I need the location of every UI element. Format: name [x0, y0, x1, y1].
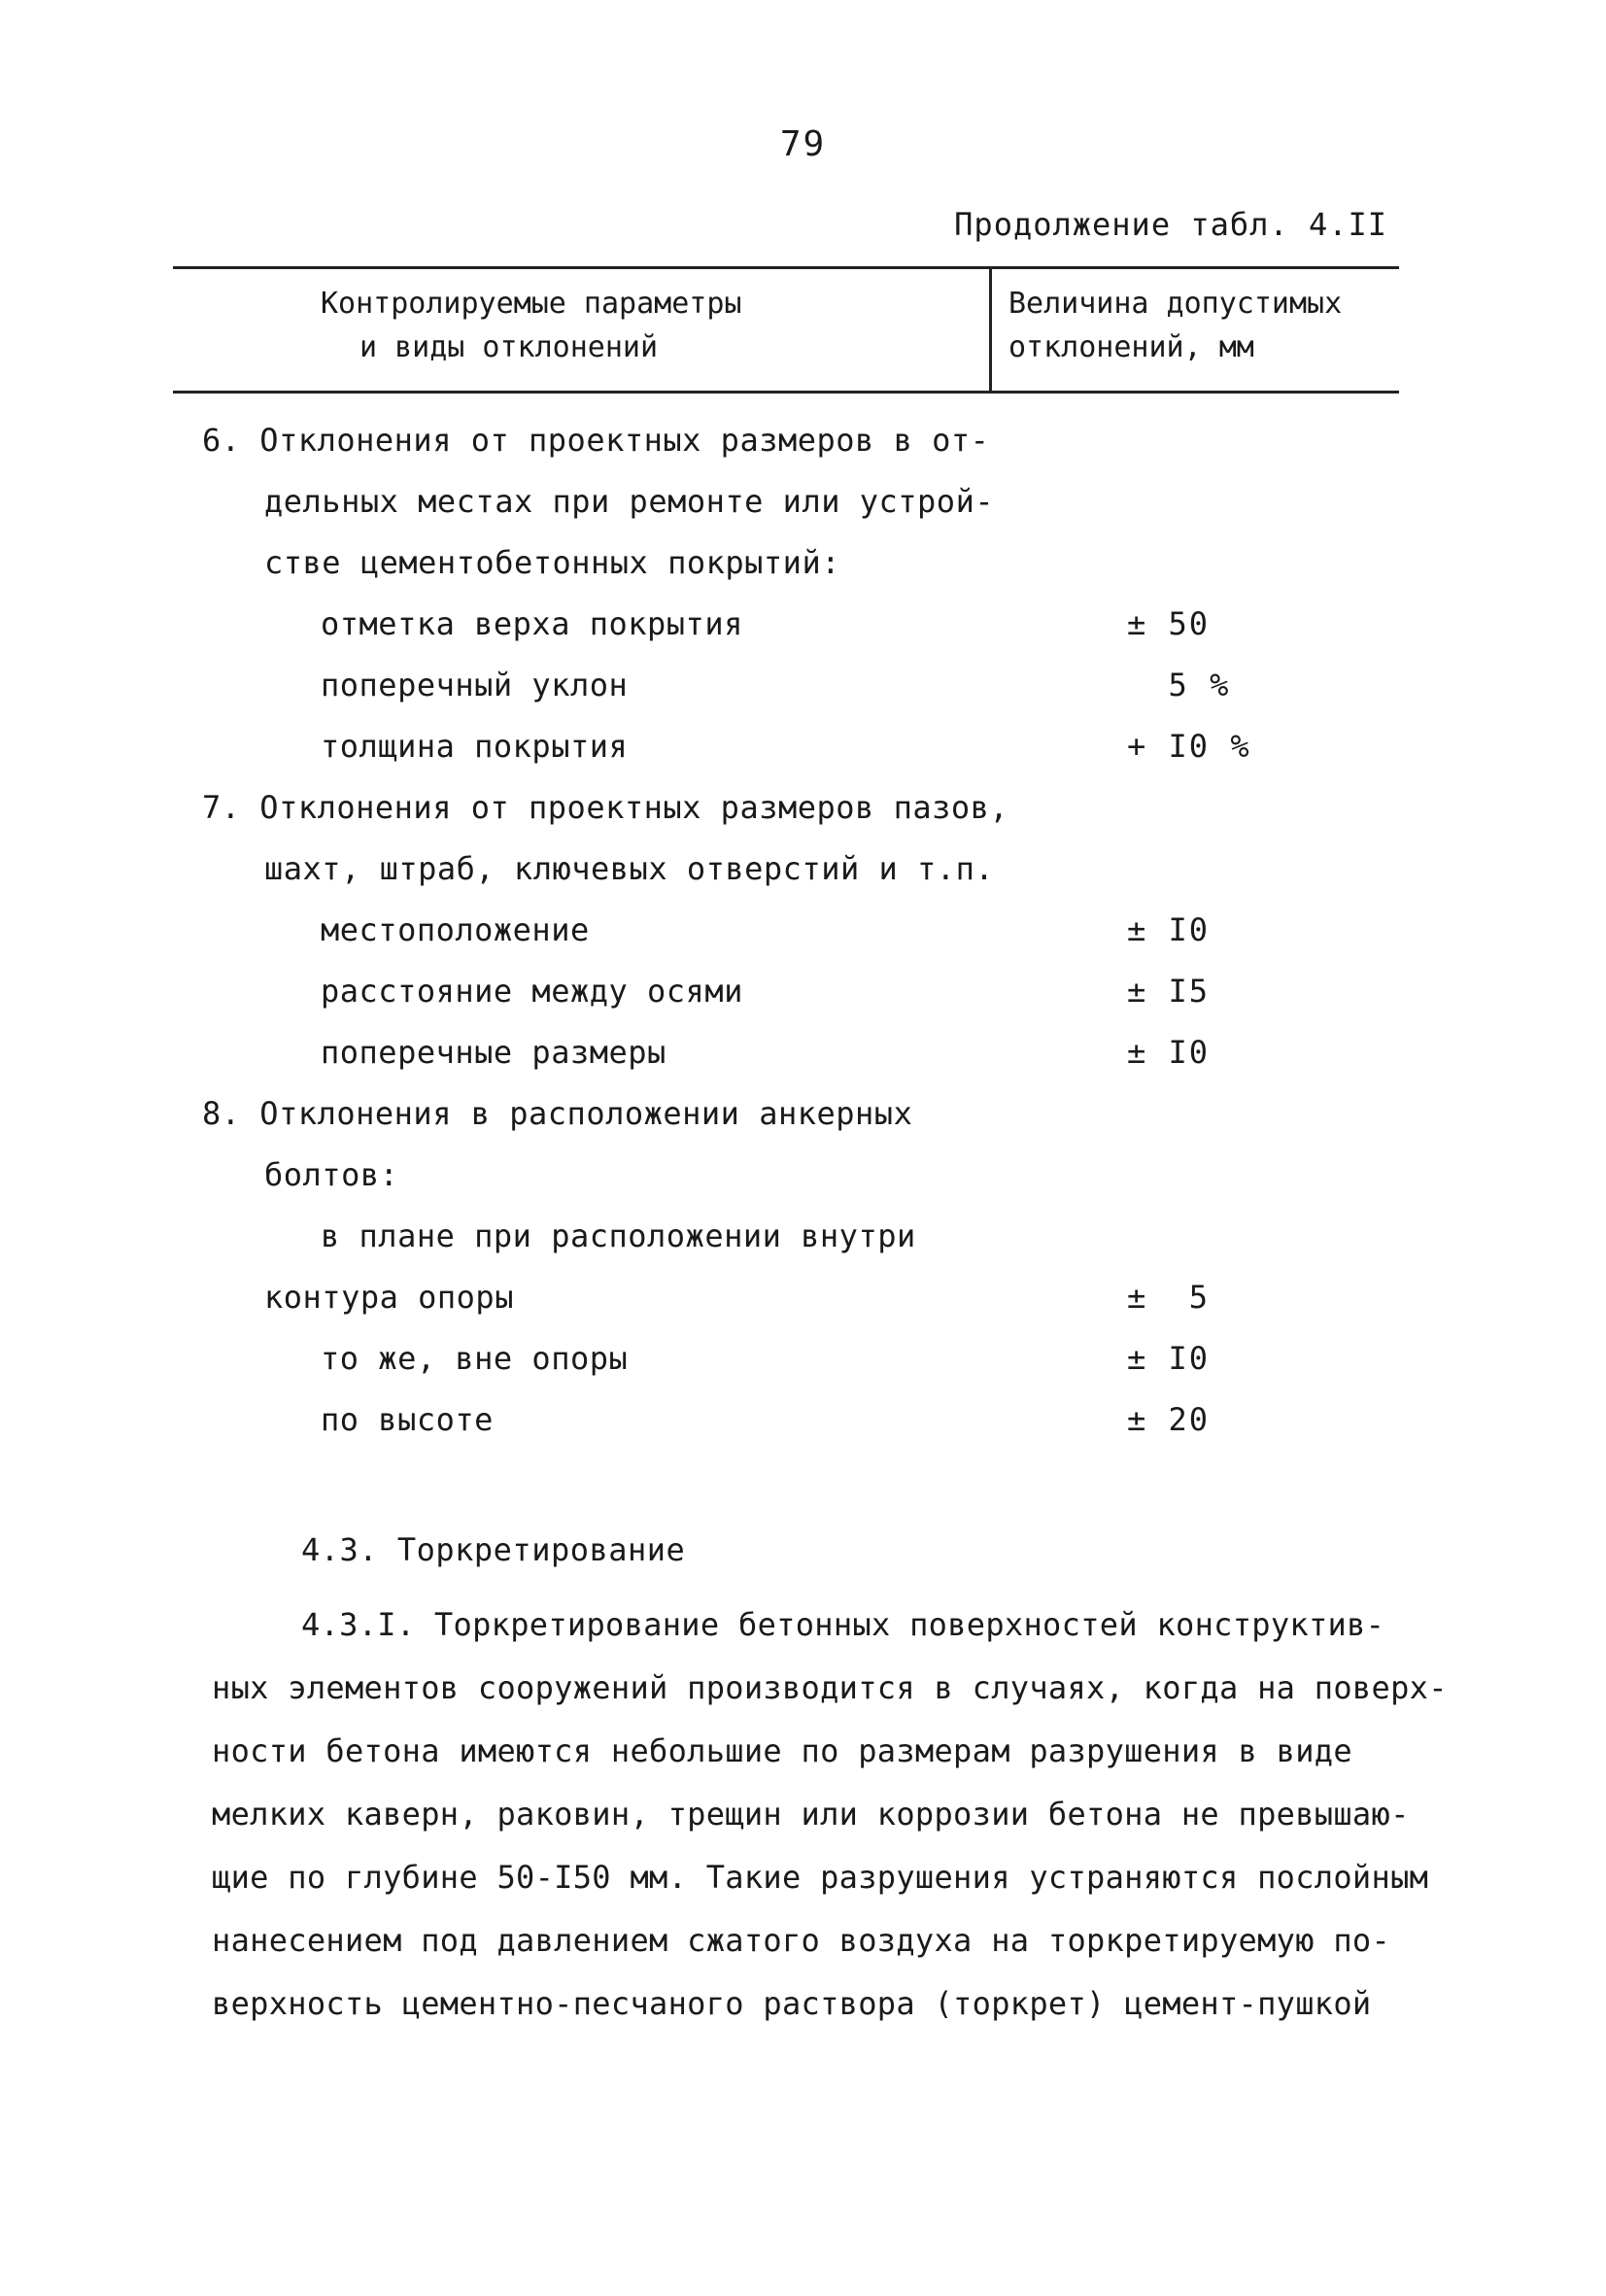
table-continuation-label: Продолжение табл. 4.II	[954, 206, 1387, 243]
table-row	[0, 1145, 1606, 1206]
paragraph-line: нанесением под давлением сжатого воздуха на торкретируемую по-	[212, 1922, 1391, 1959]
paragraph-line: 4.3.I. Торкретирование бетонных поверхностей конструктив-	[301, 1606, 1385, 1643]
paragraph-line: верхность цементно-песчаного раствора (торкрет) цемент-пушкой	[212, 1985, 1372, 2022]
header-parameters-line2: и виды отклонений	[359, 330, 659, 364]
row-parameter-text: дельных местах при ремонте или устрой-	[264, 483, 995, 520]
row-parameter-text: то же, вне опоры	[321, 1340, 629, 1377]
row-tolerance-value: ± I0	[1127, 1034, 1211, 1071]
row-tolerance-value: ± 20	[1127, 1401, 1211, 1438]
table-row	[0, 594, 1606, 655]
header-parameters-line1: Контролируемые параметры	[321, 287, 742, 321]
section-paragraph	[212, 1593, 1448, 2036]
row-tolerance-value: ± I5	[1127, 973, 1211, 1010]
row-parameter-text: стве цементобетонных покрытий:	[264, 544, 840, 581]
row-parameter-text: контура опоры	[264, 1279, 514, 1316]
row-parameter-text: болтов:	[264, 1156, 399, 1193]
table-body	[0, 410, 1606, 1451]
header-tolerance-line2: отклонений, мм	[1008, 330, 1254, 364]
paragraph-line: щие по глубине 50-I50 мм. Такие разрушения устраняются послойным	[212, 1859, 1429, 1896]
table-row	[0, 900, 1606, 961]
table-row	[0, 1083, 1606, 1145]
table-row	[0, 410, 1606, 471]
table-column-divider	[989, 266, 992, 391]
page-number: 79	[779, 124, 827, 164]
row-parameter-text: 7. Отклонения от проектных размеров пазов,	[202, 789, 1009, 826]
row-parameter-text: толщина покрытия	[321, 728, 629, 765]
table-top-rule	[173, 266, 1399, 269]
table-row	[0, 471, 1606, 532]
paragraph-line: ных элементов сооружений производится в случаях, когда на поверх-	[212, 1669, 1448, 1706]
header-tolerance-line1: Величина допустимых	[1008, 287, 1343, 321]
row-parameter-text: в плане при расположении внутри	[321, 1217, 916, 1254]
row-tolerance-value: ± 50	[1127, 605, 1211, 642]
table-row	[0, 1389, 1606, 1451]
row-tolerance-value: 5 %	[1127, 667, 1231, 703]
row-parameter-text: 8. Отклонения в расположении анкерных	[202, 1095, 913, 1132]
table-header-parameters	[321, 282, 741, 369]
row-parameter-text: по высоте	[321, 1401, 494, 1438]
row-parameter-text: поперечный уклон	[321, 667, 629, 703]
row-tolerance-value: ± I0	[1127, 911, 1211, 948]
table-row	[0, 532, 1606, 594]
row-tolerance-value: ± 5	[1127, 1279, 1211, 1316]
row-parameter-text: 6. Отклонения от проектных размеров в от-	[202, 422, 990, 459]
table-row	[0, 1328, 1606, 1389]
row-parameter-text: расстояние между осями	[321, 973, 743, 1010]
table-header-tolerance	[1008, 282, 1342, 369]
paragraph-line: мелких каверн, раковин, трещин или коррозии бетона не превышаю-	[212, 1796, 1410, 1833]
table-row	[0, 1267, 1606, 1328]
row-parameter-text: отметка верха покрытия	[321, 605, 743, 642]
section-title: 4.3. Торкретирование	[301, 1531, 686, 1568]
row-parameter-text: местоположение	[321, 911, 590, 948]
table-row	[0, 655, 1606, 716]
table-row	[0, 777, 1606, 839]
row-parameter-text: шахт, штраб, ключевых отверстий и т.п.	[264, 850, 995, 887]
table-row	[0, 716, 1606, 777]
table-row	[0, 1206, 1606, 1267]
row-parameter-text: поперечные размеры	[321, 1034, 666, 1071]
table-row	[0, 839, 1606, 900]
table-header-bottom-rule	[173, 391, 1399, 394]
table-row	[0, 961, 1606, 1022]
row-tolerance-value: ± I0	[1127, 1340, 1211, 1377]
table-row	[0, 1022, 1606, 1083]
paragraph-line: ности бетона имеются небольшие по размерам разрушения в виде	[212, 1732, 1352, 1769]
row-tolerance-value: + I0 %	[1127, 728, 1251, 765]
